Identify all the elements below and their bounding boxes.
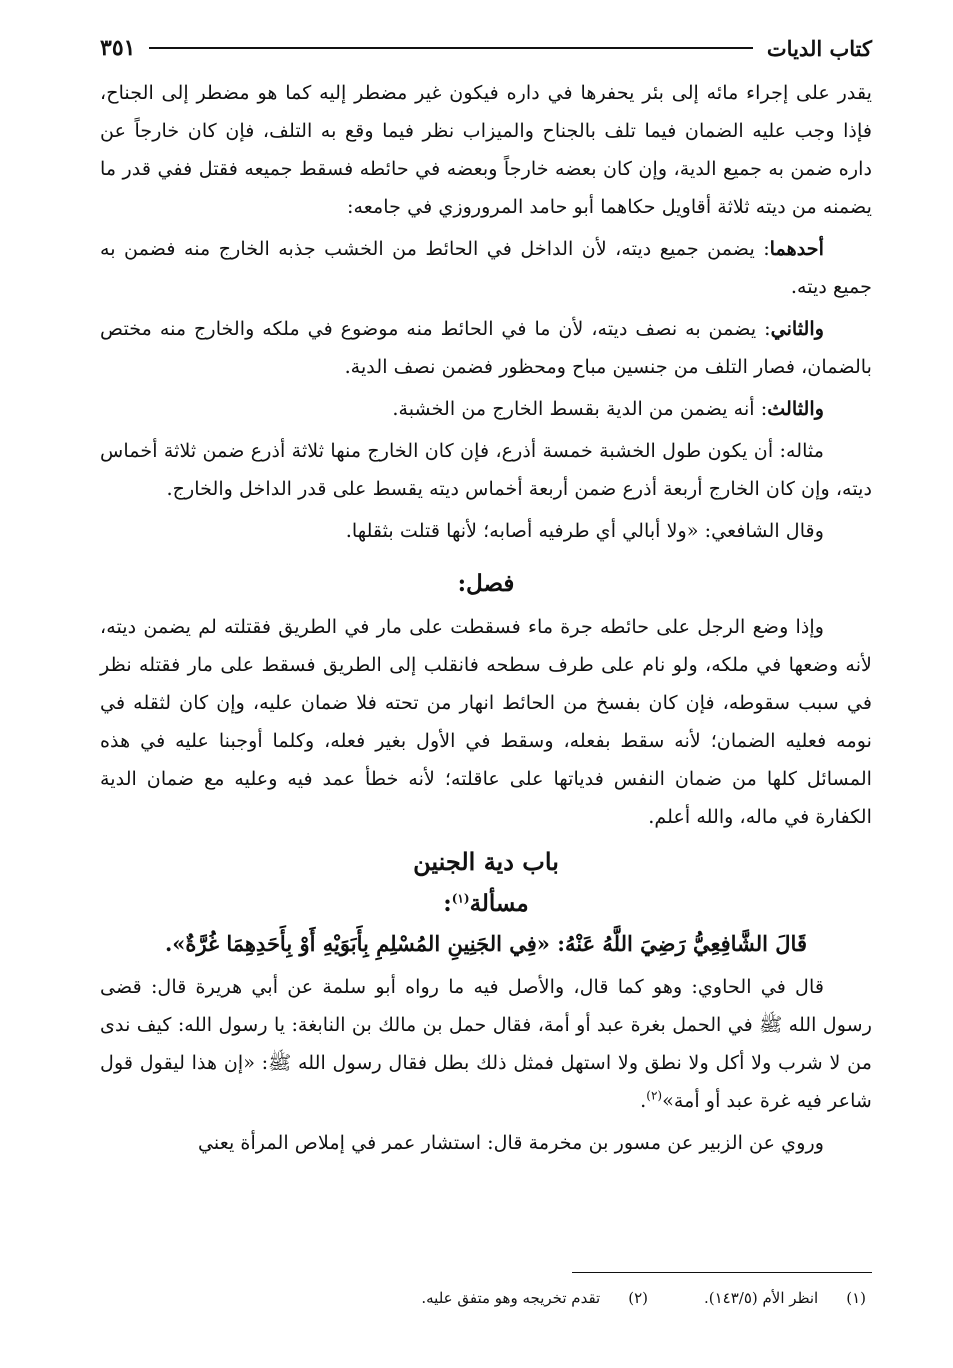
footnote-number: (١): [846, 1289, 866, 1307]
footnote-marker: (١): [451, 891, 470, 906]
page-body: [100, 74, 872, 1162]
footnote-rule: [572, 1272, 872, 1273]
book-page: [100, 28, 872, 1348]
paragraph: يقدر على إجراء مائه إلى بئر يحفرها في داره فيكون غير مضطر إليه كما هو مضطر إلى الجناح، فإذا وجب عليه الضمان فيما تلف بالجناح والميزاب نظر فيما وقع به التلف، فإن كان خارجاً عن داره ضمن به جميع الدية، وإن كان بعضه خارجاً وبعضه في حائطه فسقط جميعه فقتل ففي قدر ما يضمنه من ديته ثلاثة أقاويل حكاهما أبو حامد المروروزي في جامعه:: [100, 81, 872, 218]
opinion-term: والثاني: [770, 317, 824, 340]
footnote-marker: (٢): [646, 1088, 663, 1103]
page-number: ٣٥١: [100, 35, 136, 61]
running-title: كتاب الديات: [766, 35, 872, 61]
footnotes: [100, 1285, 872, 1311]
section-heading: فصل:: [457, 570, 515, 597]
chapter-heading: باب دية الجنين: [413, 847, 559, 876]
imam-quote: [100, 924, 872, 964]
footnote-number: (٢): [628, 1289, 648, 1307]
paragraph-example: مثاله: أن يكون طول الخشبة خمسة أذرع، فإن كان الخارج منها ثلاثة أذرع ضمن ثلاثة أخماس ديته، وإن كان الخارج أربعة أذرع ضمن أربعة أخماس ديته يقسط على قدر الداخل والخارج.: [100, 439, 872, 500]
quote-text: «فِي الجَنِينِ المُسْلِمِ بِأَبَوَيْهِ أَوْ بِأَحَدِهِمَا غُرَّةٌ».: [165, 931, 550, 956]
paragraph-text: قال في الحاوي: وهو كما قال، والأصل فيه ما رواه أبو سلمة عن أبي هريرة قال: قضى رسول الله ﷺ في الحمل بغرة عبد أو أمة، فقال حمل بن مالك بن النابغة: يا رسول الله: كيف ندى من لا شرب ولا أكل ولا نطق ولا استهل فمثل ذلك بطل فقال رسول الله ﷺ: «إن هذا ليقول قول شاعر فيه غرة عبد أو أمة»: [100, 975, 872, 1112]
issue-colon: :: [443, 890, 452, 917]
opinion-third: [100, 390, 872, 428]
opinion-text: : يضمن جميع ديته، لأن الداخل في الحائط من الخشب جذبه الخارج منه فضمن به جميع ديته.: [100, 237, 872, 298]
footnote-item: [704, 1285, 866, 1311]
paragraph-section: وإذا وضع الرجل على حائطه جرة ماء فسقطت على مار في الطريق فقتلته لم يضمن ديته، لأنه وضعها في ملكه، ولو نام على طرف سطحه فانقلب إلى الطريق فسقط على مار فقتله نظر في سبب سقوطه، فإن كان بفسخ من الحائط انهار من تحته فلا ضمان عليه، وإن كان لثقله في نومه فعليه الضمان؛ لأنه سقط بفعله، وسقط في الأول بغير فعله، وكلما أوجبنا عليه في هذه المسائل كلها من ضمان النفس فدياتها على عاقلته؛ لأنه خطأ عمد فيه وعليه مع ضمان الدية الكفارة في ماله، والله أعلم.: [100, 615, 872, 828]
issue-heading: [100, 884, 872, 924]
opinion-first: [100, 230, 872, 306]
opinion-text: : أنه يضمن من الدية بقسط الخارج من الخشبة.: [392, 397, 768, 420]
opinion-text: : يضمن به نصف ديته، لأن ما في الحائط منه موضوع في ملكه والخارج منه مختص بالضمان، فصار التلف من جنسين مباح ومحظور فضمن نصف الدية.: [100, 317, 872, 378]
header-rule: [149, 47, 752, 49]
paragraph-end: .: [640, 1089, 647, 1112]
paragraph-shafii-quote: وقال الشافعي: «ولا أبالي أي طرفيه أصابه؛ لأنها قتلت بثقلها.: [345, 519, 824, 542]
paragraph-zubair: وروي عن الزبير عن مسور بن مخرمة قال: استشار عمر في إملاص المرأة يعني: [197, 1131, 824, 1154]
opinion-term: والثالث: [767, 397, 824, 420]
issue-label: مسألة: [469, 890, 529, 917]
paragraph-hawi: [100, 968, 872, 1120]
footnote-text: تقدم تخريجه وهو متفق عليه.: [421, 1289, 601, 1307]
page-header: [100, 28, 872, 68]
opinion-second: [100, 310, 872, 386]
footnote-area: [100, 1272, 872, 1311]
opinion-term: أحدهما: [769, 237, 824, 260]
footnote-text: انظر الأم (١٤٣/٥).: [703, 1289, 819, 1307]
quote-intro: قَالَ الشَّافِعِيُّ رَضِيَ اللَّهُ عَنْهُ:: [557, 931, 807, 956]
footnote-item: [421, 1285, 648, 1311]
